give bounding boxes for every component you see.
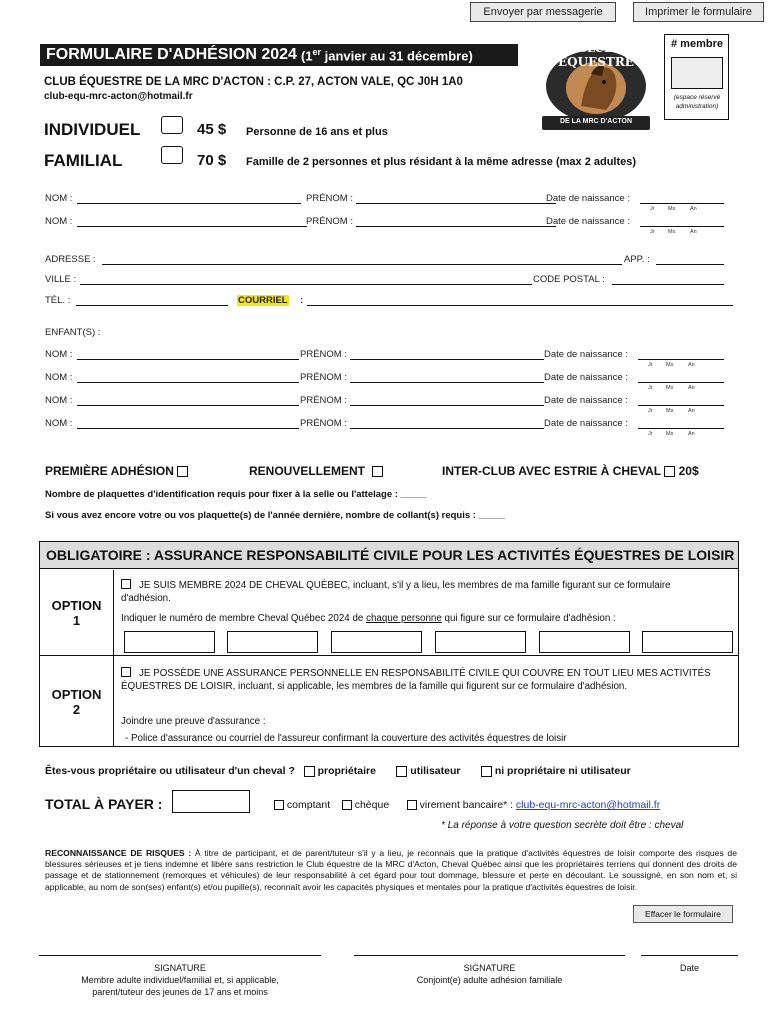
app-label: APP. : bbox=[624, 254, 650, 265]
courriel-field[interactable] bbox=[307, 305, 733, 306]
club-address: CLUB ÉQUESTRE DE LA MRC D'ACTON : C.P. 27, ACTON VALE, QC J0H 1A0 bbox=[44, 76, 463, 88]
send-by-email-button[interactable]: Envoyer par messagerie bbox=[470, 2, 616, 22]
clear-form-button[interactable]: Effacer le formulaire bbox=[633, 905, 733, 923]
total-field[interactable] bbox=[172, 790, 250, 813]
cheval-quebec-number-1[interactable] bbox=[124, 631, 215, 653]
renouvellement-checkbox[interactable] bbox=[372, 466, 383, 477]
option-1-instruction: Indiquer le numéro de membre Cheval Québec 2024 de chaque personne qui figure sur ce formulaire d'adhésion : bbox=[121, 613, 616, 624]
individuel-description: Personne de 16 ans et plus bbox=[246, 126, 388, 138]
form-title bbox=[40, 44, 518, 66]
payment-methods: comptant chèque virement bancaire* : club-equ-mrc-acton@hotmail.fr bbox=[274, 799, 660, 811]
cheval-quebec-number-5[interactable] bbox=[539, 631, 630, 653]
title-main: FORMULAIRE D'ADHÉSION 2024 bbox=[46, 46, 297, 63]
payment-email-link[interactable]: club-equ-mrc-acton@hotmail.fr bbox=[515, 799, 661, 811]
child-dob-jr-2: Jr bbox=[648, 385, 653, 391]
interclub-price: 20$ bbox=[678, 464, 699, 478]
adult-dob-an-2: An bbox=[690, 229, 697, 235]
collants-question: Si vous avez encore votre ou vos plaquette(s) de l'année dernière, nombre de collant(s) requis : _____ bbox=[45, 510, 505, 521]
adult-prenom-field-1[interactable] bbox=[356, 203, 556, 204]
child-dob-an-1: An bbox=[688, 362, 695, 368]
logo-text-bottom: DE LA MRC D'ACTON bbox=[559, 118, 633, 125]
child-prenom-field-4[interactable] bbox=[350, 428, 544, 429]
child-prenom-label-4: PRÉNOM : bbox=[300, 418, 347, 429]
cheque-checkbox[interactable] bbox=[342, 800, 352, 810]
member-number-label: # membre bbox=[671, 38, 723, 50]
plaquettes-question: Nombre de plaquettes d'identification requis pour fixer à la selle ou l'attelage : _____ bbox=[45, 489, 427, 500]
child-dob-field-1[interactable] bbox=[638, 359, 724, 360]
ville-field[interactable] bbox=[80, 284, 532, 285]
proprietaire-checkbox[interactable] bbox=[304, 766, 315, 777]
cheval-quebec-number-2[interactable] bbox=[227, 631, 318, 653]
adult-dob-jr-2: Jr bbox=[650, 229, 655, 235]
adult-dob-ms-1: Ms bbox=[668, 206, 676, 212]
adult-dob-field-1[interactable] bbox=[640, 203, 724, 204]
logo-text-mid: ÉQUESTRE bbox=[558, 55, 634, 69]
member-number-field[interactable] bbox=[671, 57, 723, 89]
child-nom-field-1[interactable] bbox=[77, 359, 299, 360]
interclub-label: INTER-CLUB AVEC ESTRIE À CHEVAL 20$ bbox=[442, 464, 699, 478]
horse-question-row: Êtes-vous propriétaire ou utilisateur d'un cheval ? propriétaire utilisateur ni propriétaire ni utilisateur bbox=[45, 765, 631, 777]
child-prenom-field-1[interactable] bbox=[350, 359, 544, 360]
child-dob-an-3: An bbox=[688, 408, 695, 414]
child-dob-field-3[interactable] bbox=[638, 405, 724, 406]
child-dob-jr-1: Jr bbox=[648, 362, 653, 368]
adult-nom-label-2: NOM : bbox=[45, 216, 73, 227]
date-line[interactable] bbox=[641, 955, 738, 956]
signature-1-caption: SIGNATURE Membre adulte individuel/familial et, si applicable, parent/tuteur des jeunes de 17 ans et moins bbox=[81, 963, 279, 997]
virement-checkbox[interactable] bbox=[407, 800, 417, 810]
familial-label: FAMILIAL bbox=[44, 151, 123, 170]
option-2-cell: OPTION 2 bbox=[40, 656, 114, 747]
child-dob-ms-4: Ms bbox=[666, 431, 674, 437]
option-2-checkbox[interactable] bbox=[121, 667, 131, 677]
child-dob-label-3: Date de naissance : bbox=[544, 395, 628, 406]
date-caption: Date bbox=[679, 963, 699, 973]
child-nom-field-4[interactable] bbox=[77, 428, 299, 429]
child-dob-label-2: Date de naissance : bbox=[544, 372, 628, 383]
child-dob-jr-3: Jr bbox=[648, 408, 653, 414]
option-2-police: - Police d'assurance ou courriel de l'assureur confirmant la couverture des activités équestres de loisir bbox=[125, 733, 567, 744]
option-divider bbox=[40, 655, 738, 656]
logo-text-top: CLUB bbox=[578, 42, 614, 55]
familial-checkbox[interactable] bbox=[161, 146, 183, 164]
risk-acknowledgement: RECONNAISSANCE DE RISQUES : À titre de participant, et de parent/tuteur s'il y a lieu, je reconnais que la pratique d'activités équestres de loisir comporte des risques de blessures sérieuses et je tiens indemne et libère sans restriction le Club équestre de la MRC d'Acton, Cheval Québec ainsi que les propriétaires terriens qui donnent des droits de passage et de stationnement (remorques et véhicules) de leur responsabilité à cet égard pour tout dommage, blessure et perte en découlant. Le soussigné, en son nom et, si applicable, au nom de son(ses) enfant(s) et/ou pupille(s), reconnaît avoir les capacités physiques et mentales pour la pratique d'activités équestres de loisir. bbox=[45, 848, 737, 892]
cheval-quebec-number-4[interactable] bbox=[435, 631, 526, 653]
individuel-price: 45 $ bbox=[197, 121, 227, 138]
adult-prenom-label-1: PRÉNOM : bbox=[306, 193, 353, 204]
enfants-label: ENFANT(S) : bbox=[45, 327, 101, 338]
ville-label: VILLE : bbox=[45, 274, 77, 285]
adult-dob-ms-2: Ms bbox=[668, 229, 676, 235]
child-dob-jr-4: Jr bbox=[648, 431, 653, 437]
child-nom-label-4: NOM : bbox=[45, 418, 73, 429]
signature-2-line[interactable] bbox=[354, 955, 625, 956]
child-dob-field-2[interactable] bbox=[638, 382, 724, 383]
child-dob-ms-1: Ms bbox=[666, 362, 674, 368]
familial-description: Famille de 2 personnes et plus résidant à la même adresse (max 2 adultes) bbox=[246, 156, 637, 168]
tel-label: TÉL. : bbox=[45, 295, 71, 306]
option-2-join: Joindre une preuve d'assurance : bbox=[121, 716, 266, 727]
app-field[interactable] bbox=[656, 264, 724, 265]
adult-nom-field-1[interactable] bbox=[77, 203, 301, 204]
code-postal-label: CODE POSTAL : bbox=[533, 274, 605, 285]
member-number-box bbox=[664, 34, 729, 120]
individuel-checkbox[interactable] bbox=[161, 116, 183, 134]
premiere-adhesion-checkbox[interactable] bbox=[177, 466, 188, 477]
option-1-text-block bbox=[121, 579, 711, 605]
courriel-label: COURRIEL bbox=[238, 295, 288, 306]
child-prenom-label-2: PRÉNOM : bbox=[300, 372, 347, 383]
child-nom-field-3[interactable] bbox=[77, 405, 299, 406]
comptant-checkbox[interactable] bbox=[274, 800, 284, 810]
ni-proprietaire-checkbox[interactable] bbox=[481, 766, 492, 777]
signature-1-line[interactable] bbox=[39, 955, 321, 956]
option-1-cell: OPTION 1 bbox=[40, 570, 114, 655]
admin-reserved-note: (espace réservé administration) bbox=[673, 94, 721, 110]
total-label: TOTAL À PAYER : bbox=[45, 796, 163, 812]
child-nom-label-2: NOM : bbox=[45, 372, 73, 383]
adult-nom-field-2[interactable] bbox=[77, 226, 307, 227]
adult-dob-field-2[interactable] bbox=[640, 226, 724, 227]
tel-field[interactable] bbox=[76, 305, 228, 306]
familial-price: 70 $ bbox=[197, 152, 227, 169]
child-dob-an-4: An bbox=[688, 431, 695, 437]
option-1-checkbox[interactable] bbox=[121, 579, 131, 589]
child-nom-label-3: NOM : bbox=[45, 395, 73, 406]
option-2-text-block bbox=[121, 667, 721, 693]
individuel-label: INDIVIDUEL bbox=[44, 120, 141, 139]
child-dob-field-4[interactable] bbox=[638, 428, 724, 429]
adult-dob-label-2: Date de naissance : bbox=[546, 216, 630, 227]
option-2-text: JE POSSÈDE UNE ASSURANCE PERSONNELLE EN RESPONSABILITÉ CIVILE QUI COUVRE EN TOUT LIEU MES ACTIVITÉS ÉQUESTRES DE LOISIR, incluant, si applicable, les membres de la famille qui figurent sur ce formulaire d'adhésion. bbox=[121, 668, 711, 692]
title-dates: (1er janvier au 31 décembre) bbox=[300, 46, 473, 64]
cheval-quebec-number-3[interactable] bbox=[331, 631, 422, 653]
cheval-quebec-number-6[interactable] bbox=[642, 631, 733, 653]
child-prenom-label-1: PRÉNOM : bbox=[300, 349, 347, 360]
child-dob-label-4: Date de naissance : bbox=[544, 418, 628, 429]
child-prenom-field-3[interactable] bbox=[350, 405, 544, 406]
utilisateur-checkbox[interactable] bbox=[396, 766, 407, 777]
option-1-text: JE SUIS MEMBRE 2024 DE CHEVAL QUÉBEC, incluant, s'il y a lieu, les membres de ma famille figurant sur ce formulaire d'adhésion. bbox=[121, 580, 671, 604]
adult-nom-label-1: NOM : bbox=[45, 193, 73, 204]
signature-2-caption: SIGNATURE Conjoint(e) adulte adhésion familiale bbox=[416, 963, 563, 985]
child-prenom-label-3: PRÉNOM : bbox=[300, 395, 347, 406]
courriel-colon: : bbox=[300, 295, 304, 306]
child-dob-ms-3: Ms bbox=[666, 408, 674, 414]
child-dob-label-1: Date de naissance : bbox=[544, 349, 628, 360]
child-dob-ms-2: Ms bbox=[666, 385, 674, 391]
code-postal-field[interactable] bbox=[612, 284, 724, 285]
adult-prenom-field-2[interactable] bbox=[356, 226, 556, 227]
renouvellement-label: RENOUVELLEMENT bbox=[249, 464, 383, 478]
adult-prenom-label-2: PRÉNOM : bbox=[306, 216, 353, 227]
adult-dob-jr-1: Jr bbox=[650, 206, 655, 212]
adult-dob-an-1: An bbox=[690, 206, 697, 212]
interclub-checkbox[interactable] bbox=[664, 466, 675, 477]
print-form-button[interactable]: Imprimer le formulaire bbox=[633, 2, 764, 22]
club-logo bbox=[536, 36, 656, 132]
club-email: club-equ-mrc-acton@hotmail.fr bbox=[44, 91, 193, 102]
secret-answer-note: * La réponse à votre question secrète doit être : cheval bbox=[441, 820, 684, 831]
child-prenom-field-2[interactable] bbox=[350, 382, 544, 383]
adresse-field[interactable] bbox=[102, 264, 622, 265]
insurance-header: OBLIGATOIRE : ASSURANCE RESPONSABILITÉ CIVILE POUR LES ACTIVITÉS ÉQUESTRES DE LOISIR bbox=[40, 542, 738, 569]
adult-dob-label-1: Date de naissance : bbox=[546, 193, 630, 204]
horse-question: Êtes-vous propriétaire ou utilisateur d'un cheval ? bbox=[45, 765, 295, 777]
child-nom-label-1: NOM : bbox=[45, 349, 73, 360]
child-dob-an-2: An bbox=[688, 385, 695, 391]
adresse-label: ADRESSE : bbox=[45, 254, 96, 265]
premiere-adhesion-label: PREMIÈRE ADHÉSION bbox=[45, 464, 188, 478]
child-nom-field-2[interactable] bbox=[77, 382, 299, 383]
